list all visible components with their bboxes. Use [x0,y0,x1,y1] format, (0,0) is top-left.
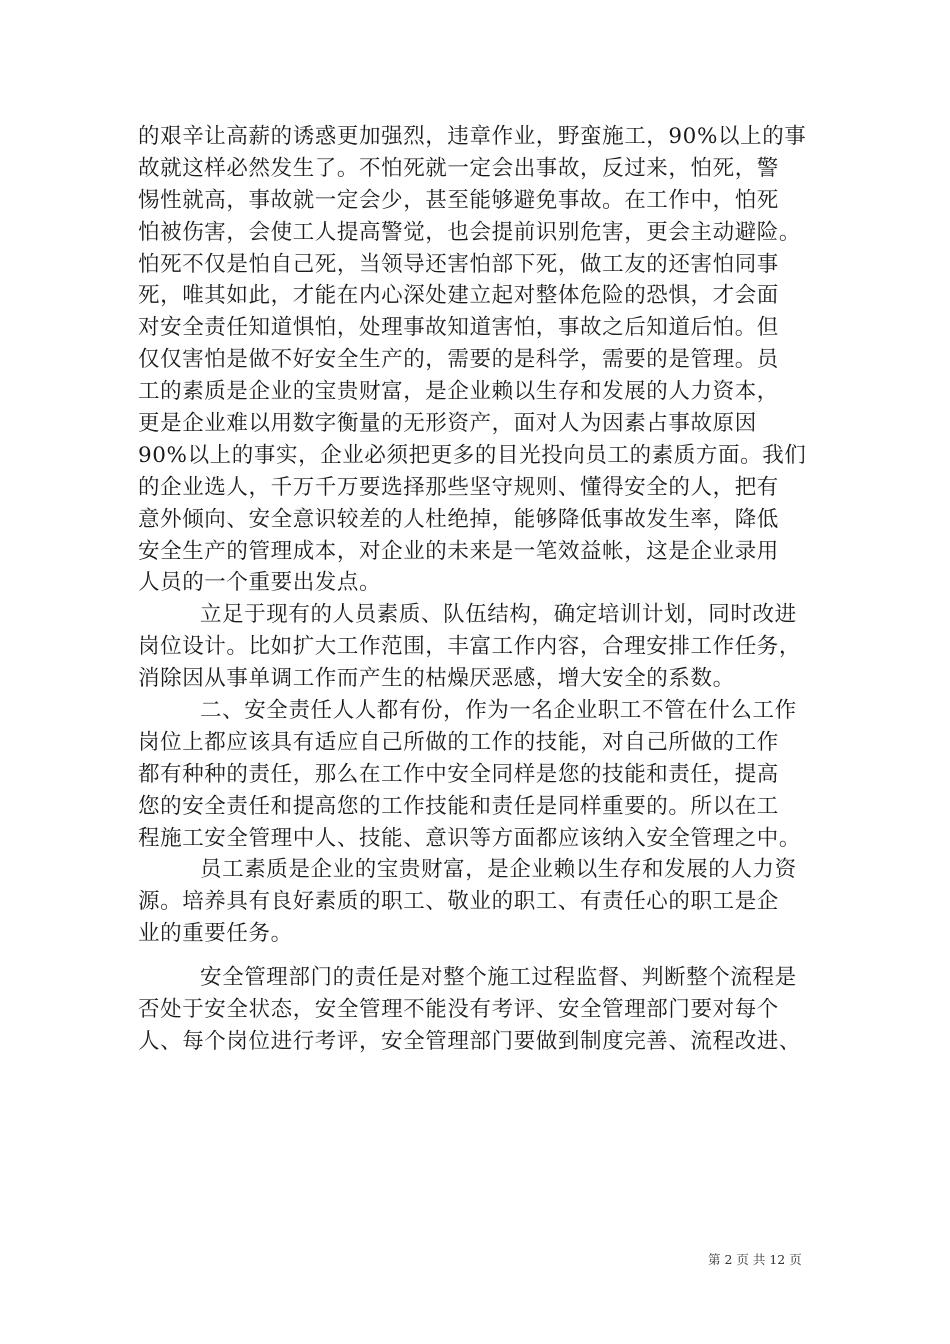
text-line: 员工素质是企业的宝贵财富，是企业赖以生存和发展的人力资 [200,857,797,883]
text-line: 怕死不仅是怕自己死，当领导还害怕部下死，做工友的还害怕同事 [138,251,779,277]
text-line: 仅仅害怕是做不好安全生产的，需要的是科学，需要的是管理。员 [138,347,779,373]
text-line: 安全生产的管理成本，对企业的未来是一笔效益帐，这是企业录用 [138,538,779,564]
text-line: 意外倾向、安全意识较差的人杜绝掉，能够降低事故发生率，降低 [138,506,779,532]
paragraph-5 [138,962,810,1058]
text-line: 二、安全责任人人都有份，作为一名企业职工不管在什么工作 [200,698,797,724]
text-line: 故就这样必然发生了。不怕死就一定会出事故，反过来，怕死，警 [138,155,779,181]
text-line: 岗位上都应该具有适应自己所做的工作的技能，对自己所做的工作 [138,729,779,755]
paragraph-1 [138,121,810,599]
text-line: 安全管理部门的责任是对整个施工过程监督、判断整个流程是 [200,965,797,991]
text-line: 工的素质是企业的宝贵财富，是企业赖以生存和发展的人力资本， [138,379,779,405]
text-line: 业的重要任务。 [138,921,293,947]
paragraph-gap [138,950,810,962]
text-line: 更是企业难以用数字衡量的无形资产，面对人为因素占事故原因 [138,411,757,437]
text-line: 立足于现有的人员素质、队伍结构，确定培训计划，同时改进 [200,602,797,628]
text-line: 您的安全责任和提高您的工作技能和责任是同样重要的。所以在工 [138,793,779,819]
paragraph-3 [138,695,810,854]
paragraph-2 [138,599,810,695]
page-number-footer: 第 2 页 共 12 页 [708,1252,802,1267]
text-line: 的艰辛让高薪的诱惑更加强烈，违章作业，野蛮施工，90%以上的事 [138,124,807,149]
text-line: 对安全责任知道惧怕，处理事故知道害怕，事故之后知道后怕。但 [138,315,779,341]
text-line: 岗位设计。比如扩大工作范围，丰富工作内容，合理安排工作任务， [138,634,802,660]
text-line: 程施工安全管理中人、技能、意识等方面都应该纳入安全管理之中。 [138,825,802,851]
text-line: 人、每个岗位进行考评，安全管理部门要做到制度完善、流程改进、 [138,1028,802,1054]
text-line: 消除因从事单调工作而产生的枯燥厌恶感，增大安全的系数。 [138,666,735,692]
text-line: 死，唯其如此，才能在内心深处建立起对整体危险的恐惧，才会面 [138,283,779,309]
text-line: 源。培养具有良好素质的职工、敬业的职工、有责任心的职工是企 [138,889,779,915]
text-line: 90%以上的事实，企业必须把更多的目光投向员工的素质方面。我们 [138,442,807,468]
text-line: 否处于安全状态，安全管理不能没有考评、安全管理部门要对每个 [138,997,779,1023]
document-body [138,121,810,1058]
text-line: 怕被伤害，会使工人提高警觉，也会提前识别危害，更会主动避险。 [138,219,802,245]
text-line: 的企业选人，千万千万要选择那些坚守规则、懂得安全的人，把有 [138,474,779,500]
paragraph-4 [138,854,810,950]
text-line: 都有种种的责任，那么在工作中安全同样是您的技能和责任，提高 [138,761,779,787]
text-line: 人员的一个重要出发点。 [138,570,382,596]
text-line: 惕性就高，事故就一定会少，甚至能够避免事故。在工作中，怕死 [138,187,779,213]
